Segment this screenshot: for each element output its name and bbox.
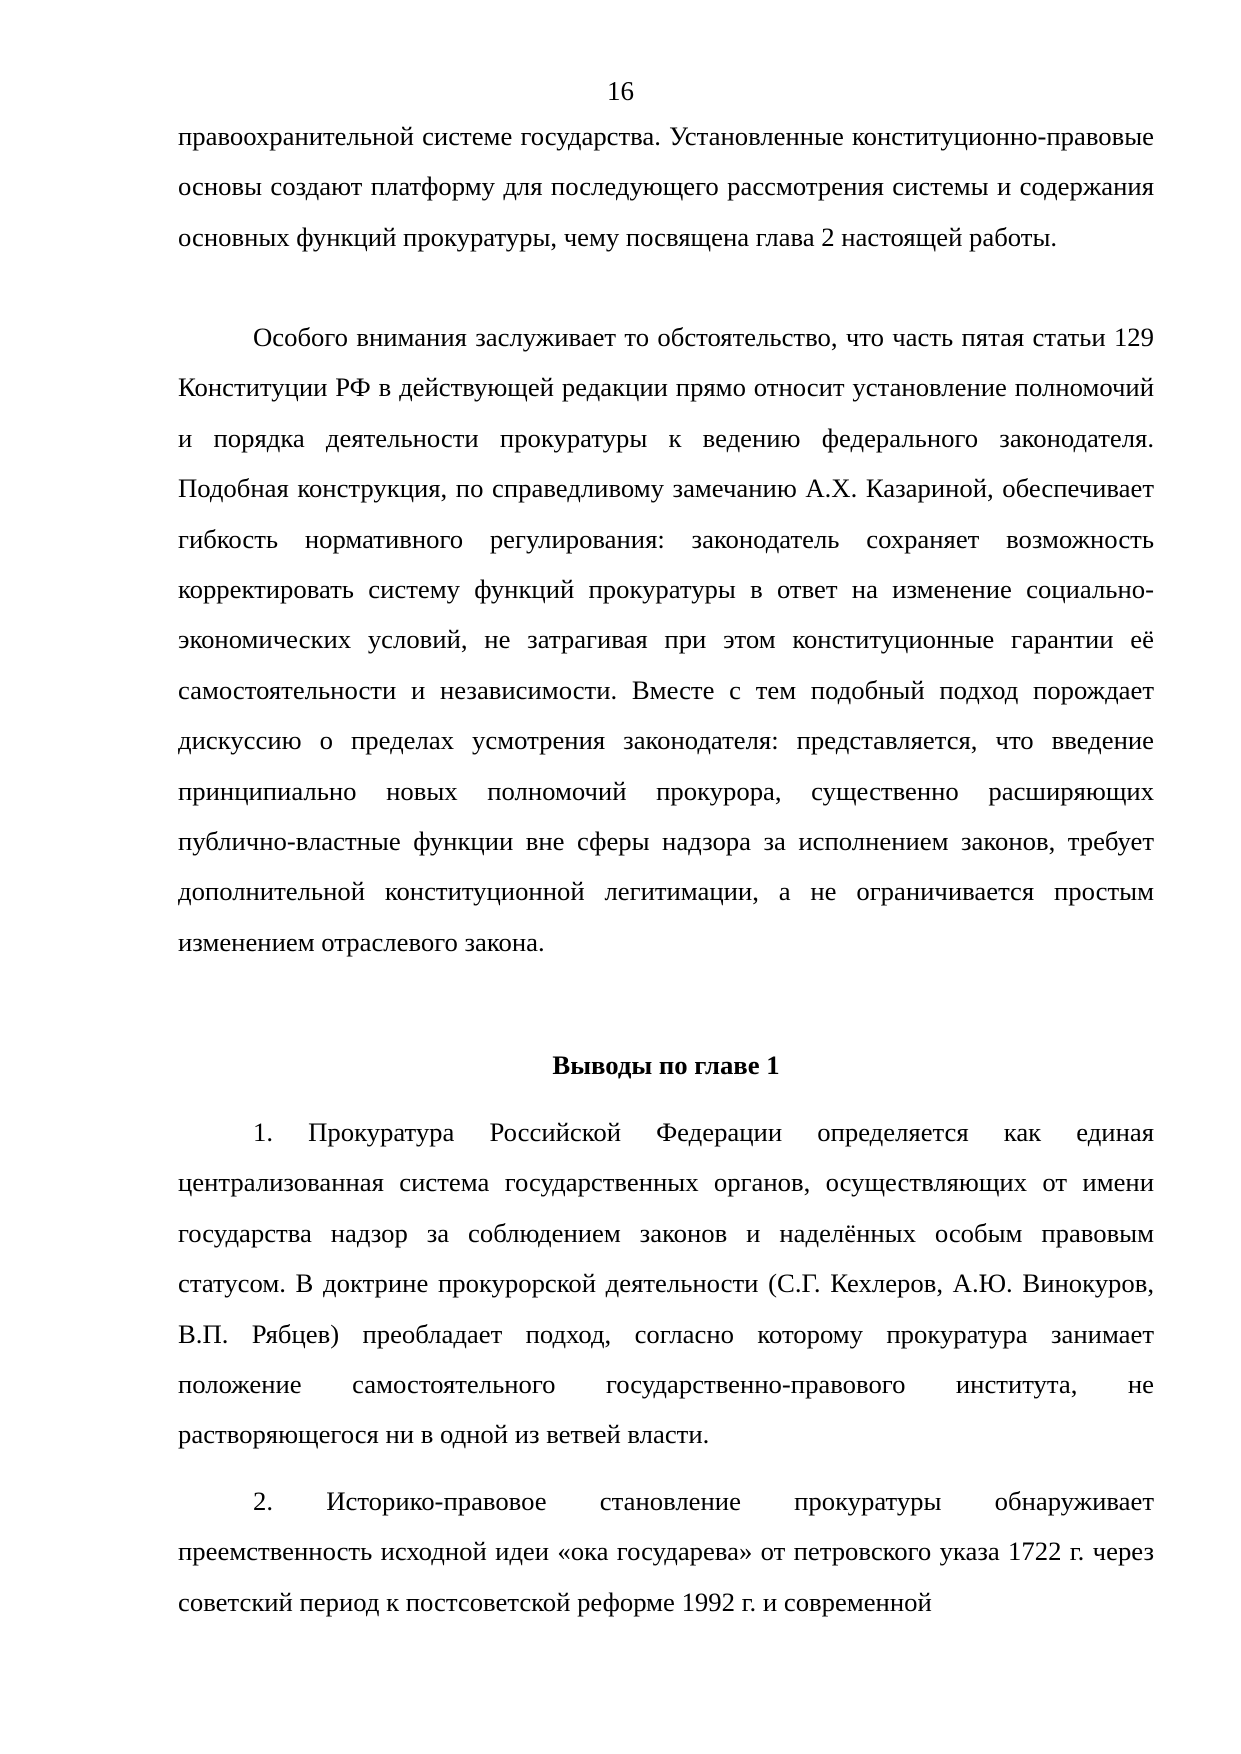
section-heading: Выводы по главе 1 bbox=[552, 1050, 780, 1080]
conclusion-item-2: 2. Историко-правовое становление прокуратуры обнаруживает преемственность исходной идеи «ока государева» от петровского указа 1722 г. через советский период к постсоветской реформе 1992 г. и современной bbox=[178, 1486, 1154, 1617]
paragraph-constitution-article: Особого внимания заслуживает то обстоятельство, что часть пятая статьи 129 Конституции РФ в действующей редакции прямо относит установление полномочий и порядка деятельности прокуратуры к ведению федерального законодателя. Подобная конструкция, по справедливому замечанию А.Х. Казариной, обеспечивает гибкость нормативного регулирования: законодатель сохраняет возможность корректировать систему функций прокуратуры в ответ на изменение социально-экономических условий, не затрагивая при этом конституционные гарантии её самостоятельности и независимости. Вместе с тем подобный подход порождает дискуссию о пределах усмотрения законодателя: представляется, что введение принципиально новых полномочий прокурора, существенно расширяющих публично-властные функции вне сферы надзора за исполнением законов, требует дополнительной конституционной легитимации, а не ограничивается простым изменением отраслевого закона. bbox=[178, 322, 1154, 957]
conclusion-item-1: 1. Прокуратура Российской Федерации определяется как единая централизованная система государственных органов, осуществляющих от имени государства надзор за соблюдением законов и наделённых особым правовым статусом. В доктрине прокурорской деятельности (С.Г. Кехлеров, А.Ю. Винокуров, В.П. Рябцев) преобладает подход, согласно которому прокуратура занимает положение самостоятельного государственно-правового института, не растворяющегося ни в одной из ветвей власти. bbox=[178, 1117, 1154, 1450]
page-number: 16 bbox=[607, 76, 634, 106]
paragraph-continuation: правоохранительной системе государства. Установленные конституционно-правовые основы создают платформу для последующего рассмотрения системы и содержания основных функций прокуратуры, чему посвящена глава 2 настоящей работы. bbox=[178, 121, 1154, 252]
